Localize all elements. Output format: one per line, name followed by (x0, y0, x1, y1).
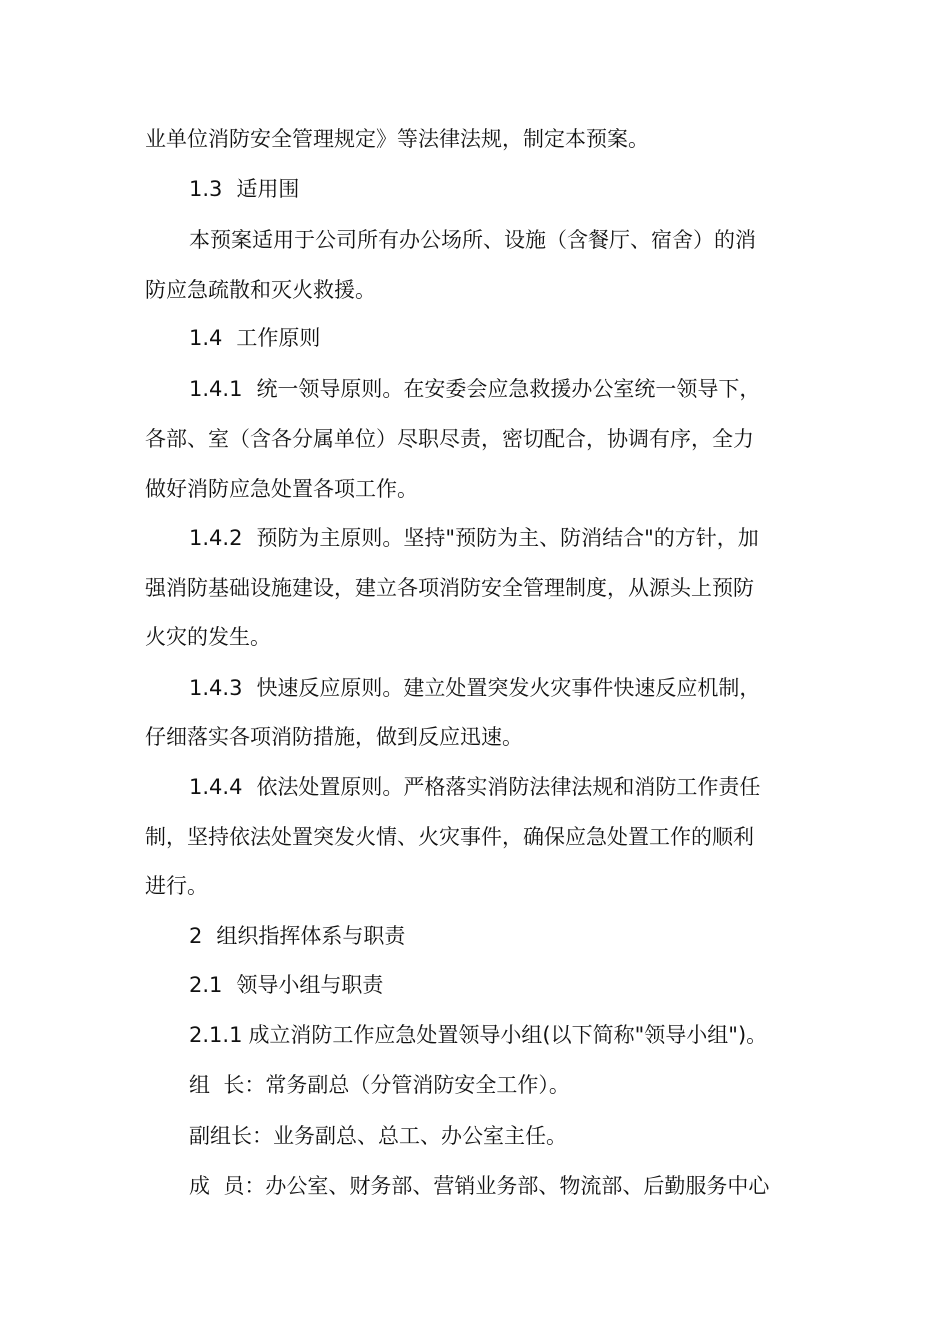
section-number: 1.4.3 (189, 676, 243, 700)
section-title: 组织指挥体系与职责 (216, 924, 406, 948)
group-leader-line (189, 1070, 859, 1100)
section-number: 1.4.1 (189, 377, 243, 401)
line-text: 业单位消防安全管理规定》等法律法规，制定本预案。 (145, 127, 649, 151)
line-text: 强消防基础设施建设，建立各项消防安全管理制度，从源头上预防 (145, 576, 754, 600)
line-text: 各部、室（含各分属单位）尽职尽责，密切配合，协调有序，全力 (145, 427, 754, 451)
section-heading-1-4-3 (189, 673, 859, 703)
line-text: 统一领导原则。在安委会应急救援办公室统一领导下， (256, 377, 761, 401)
section-heading-2-1 (189, 970, 859, 1000)
line-text: 仔细落实各项消防措施，做到反应迅速。 (145, 725, 523, 749)
section-number: 2.1 (189, 973, 223, 997)
line-text: 制，坚持依法处置突发火情、火灾事件，确保应急处置工作的顺利 (145, 825, 754, 849)
members-line (189, 1171, 859, 1201)
line-text: 快速反应原则。建立处置突发火灾事件快速反应机制， (256, 676, 761, 700)
paragraph-line (145, 871, 815, 901)
section-number: 1.4.2 (189, 526, 243, 550)
paragraph-line (145, 573, 815, 603)
paragraph-line (145, 722, 815, 752)
line-text: 火灾的发生。 (145, 625, 271, 649)
line-text: 进行。 (145, 874, 208, 898)
section-title: 领导小组与职责 (236, 973, 384, 997)
line-text: 本预案适用于公司所有办公场所、设施（含餐厅、宿舍）的消 (189, 228, 756, 252)
line-text: 依法处置原则。严格落实消防法律法规和消防工作责任 (256, 775, 761, 799)
deputy-leader-line (189, 1121, 859, 1151)
section-heading-1-4-4 (189, 772, 859, 802)
section-heading-2-1-1 (189, 1020, 859, 1050)
paragraph-line (189, 225, 859, 255)
line-text: 做好消防应急处置各项工作。 (145, 477, 418, 501)
section-heading-2 (189, 921, 859, 951)
section-title: 工作原则 (236, 326, 321, 350)
section-heading-1-4-1 (189, 374, 859, 404)
section-title: 适用围 (236, 177, 300, 201)
section-number: 1.4.4 (189, 775, 243, 799)
line-text: 预防为主原则。坚持"预防为主、防消结合"的方针，加 (256, 526, 759, 550)
section-heading-1-4-2 (189, 523, 859, 553)
paragraph-line (145, 822, 815, 852)
paragraph-line (145, 124, 815, 154)
paragraph-line (145, 622, 815, 652)
section-heading-1-4 (189, 323, 859, 353)
section-number: 1.3 (189, 177, 223, 201)
paragraph-line (145, 474, 815, 504)
section-number: 1.4 (189, 326, 223, 350)
section-heading-1-3 (189, 174, 859, 204)
section-number: 2.1.1 (189, 1023, 243, 1047)
line-text: 成 员：办公室、财务部、营销业务部、物流部、后勤服务中心 (189, 1174, 770, 1198)
section-number: 2 (189, 924, 203, 948)
paragraph-line (145, 275, 815, 305)
paragraph-line (145, 424, 815, 454)
line-text: 副组长：业务副总、总工、办公室主任。 (189, 1124, 567, 1148)
line-text: 成立消防工作应急处置领导小组(以下简称"领导小组")。 (248, 1023, 768, 1047)
line-text: 防应急疏散和灭火救援。 (145, 278, 376, 302)
line-text: 组 长：常务副总（分管消防安全工作）。 (189, 1073, 570, 1097)
